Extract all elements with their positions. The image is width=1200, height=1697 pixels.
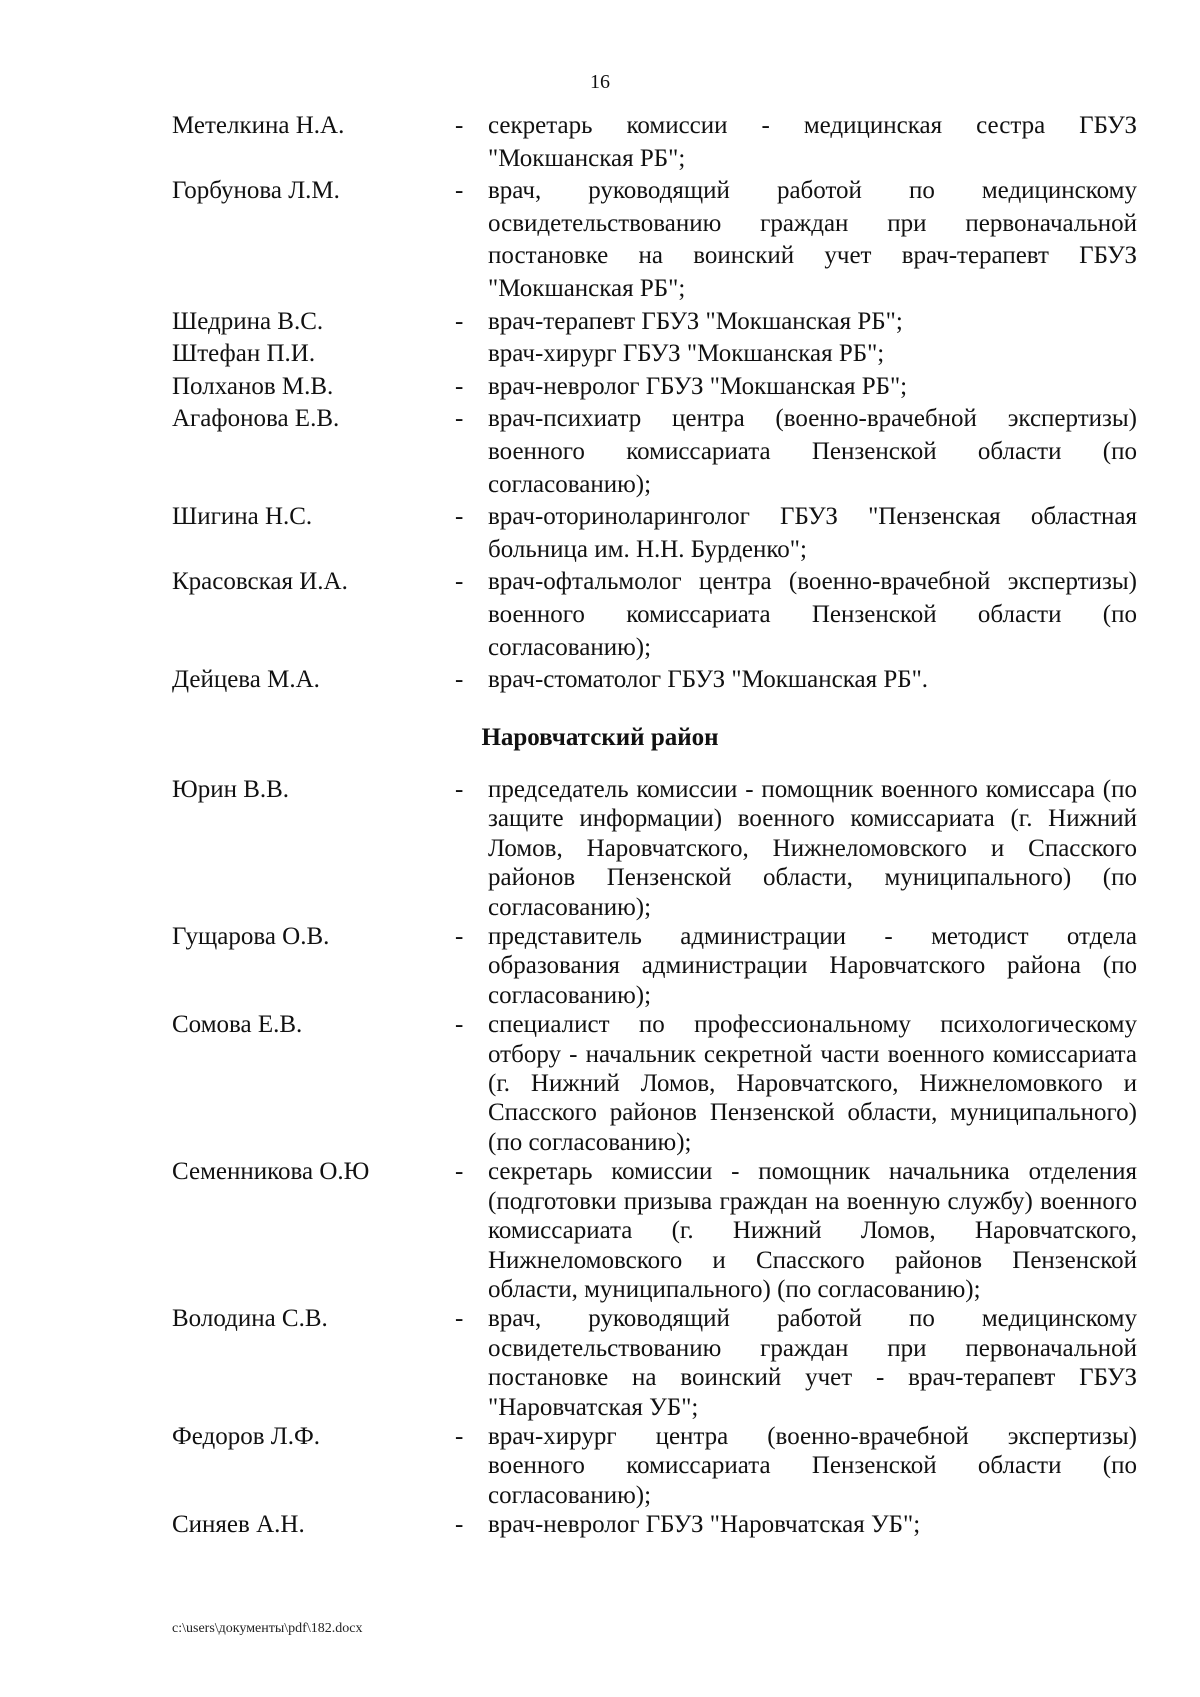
member-name: Агафонова Е.В. xyxy=(172,405,340,433)
member-name: Шедрина В.С. xyxy=(172,307,324,335)
member-role: специалист по профессиональному психологическому отбору - начальник секретной части военного комиссариата (г. Нижний Ломов, Наровчатского, Нижнеломовкого и Спасского районов Пензенской области, муниципального) (по согласованию); xyxy=(488,1011,1137,1156)
commission-list-narovchat xyxy=(172,775,1137,1540)
commission-member-row xyxy=(172,566,1137,664)
member-name: Штефан П.И. xyxy=(172,340,316,368)
member-name: Шигина Н.С. xyxy=(172,503,313,531)
member-role: врач, руководящий работой по медицинскому освидетельствованию граждан при первоначальной постановке на воинский учет - врач-терапевт ГБУЗ "Наровчатская УБ"; xyxy=(488,1305,1137,1421)
member-name: Полханов М.В. xyxy=(172,372,334,400)
entry-dash: - xyxy=(455,1422,464,1450)
entry-dash: - xyxy=(455,405,464,433)
page-number: 16 xyxy=(590,71,610,93)
entry-dash: - xyxy=(455,1305,464,1333)
commission-member-row xyxy=(172,110,1137,175)
member-role: врач-невролог ГБУЗ "Наровчатская УБ"; xyxy=(488,1511,921,1539)
entry-dash: - xyxy=(455,1511,464,1539)
member-name: Юрин В.В. xyxy=(172,776,290,803)
commission-member-row xyxy=(172,1010,1137,1157)
footer-file-path: c:\users\документы\pdf\182.docx xyxy=(172,1621,363,1636)
entry-dash: - xyxy=(455,112,464,139)
commission-member-row xyxy=(172,403,1137,501)
commission-member-row xyxy=(172,1304,1137,1422)
member-name: Метелкина Н.А. xyxy=(172,112,345,139)
commission-member-row xyxy=(172,664,1137,697)
commission-member-row xyxy=(172,175,1137,305)
member-role: врач-психиатр центра (военно-врачебной экспертизы) военного комиссариата Пензенской области (по согласованию); xyxy=(488,405,1137,498)
entry-dash: - xyxy=(455,307,464,335)
member-role: врач-хирург центра (военно-врачебной экспертизы) военного комиссариата Пензенской области (по согласованию); xyxy=(488,1422,1137,1509)
member-name: Семенникова О.Ю xyxy=(172,1158,370,1186)
entry-dash: - xyxy=(455,503,464,531)
member-name: Володина С.В. xyxy=(172,1305,328,1333)
entry-dash: - xyxy=(455,568,464,596)
entry-dash: - xyxy=(455,1011,464,1039)
member-name: Дейцева М.А. xyxy=(172,666,320,694)
commission-member-row xyxy=(172,306,1137,339)
member-name: Синяев А.Н. xyxy=(172,1511,305,1539)
member-role: врач-невролог ГБУЗ "Мокшанская РБ"; xyxy=(488,372,908,400)
entry-dash: - xyxy=(455,666,464,694)
member-role: врач-хирург ГБУЗ "Мокшанская РБ"; xyxy=(488,340,885,368)
member-role: врач, руководящий работой по медицинскому освидетельствованию граждан при первоначальной постановке на воинский учет врач-терапевт ГБУЗ "Мокшанская РБ"; xyxy=(488,177,1137,302)
member-role: секретарь комиссии - медицинская сестра ГБУЗ "Мокшанская РБ"; xyxy=(488,112,1137,172)
member-role: секретарь комиссии - помощник начальника отделения (подготовки призыва граждан на военную службу) военного комиссариата (г. Нижний Ломов, Наровчатского, Нижнеломовского и Спасского районов Пензенской области, муниципального) (по согласованию); xyxy=(488,1158,1137,1303)
commission-member-row xyxy=(172,338,1137,371)
commission-member-row xyxy=(172,501,1137,566)
member-name: Федоров Л.Ф. xyxy=(172,1422,320,1450)
member-role: врач-терапевт ГБУЗ "Мокшанская РБ"; xyxy=(488,307,903,335)
member-role: врач-оториноларинголог ГБУЗ "Пензенская областная больница им. Н.Н. Бурденко"; xyxy=(488,503,1137,563)
commission-member-row xyxy=(172,1157,1137,1304)
member-role: представитель администрации - методист отдела образования администрации Наровчатского района (по согласованию); xyxy=(488,923,1137,1009)
member-name: Сомова Е.В. xyxy=(172,1011,303,1039)
entry-dash: - xyxy=(455,177,464,205)
entry-dash: - xyxy=(455,776,464,803)
commission-member-row xyxy=(172,1510,1137,1539)
member-name: Красовская И.А. xyxy=(172,568,348,596)
member-role: врач-стоматолог ГБУЗ "Мокшанская РБ". xyxy=(488,666,929,694)
entry-dash: - xyxy=(455,372,464,400)
member-name: Гущарова О.В. xyxy=(172,923,330,951)
entry-dash: - xyxy=(455,1158,464,1186)
member-role: врач-офтальмолог центра (военно-врачебной экспертизы) военного комиссариата Пензенской области (по согласованию); xyxy=(488,568,1137,661)
commission-list-mokshan xyxy=(172,110,1137,697)
entry-dash: - xyxy=(455,923,464,951)
commission-member-row xyxy=(172,922,1137,1010)
member-role: председатель комиссии - помощник военного комиссара (по защите информации) военного комиссариата (г. Нижний Ломов, Наровчатского, Нижнеломовского и Спасского районов Пензенской области, муниципального) (по согласованию); xyxy=(488,776,1137,921)
section-heading: Наровчатский район xyxy=(481,724,719,751)
commission-member-row xyxy=(172,1422,1137,1510)
member-name: Горбунова Л.М. xyxy=(172,177,340,205)
commission-member-row xyxy=(172,775,1137,922)
commission-member-row xyxy=(172,371,1137,404)
